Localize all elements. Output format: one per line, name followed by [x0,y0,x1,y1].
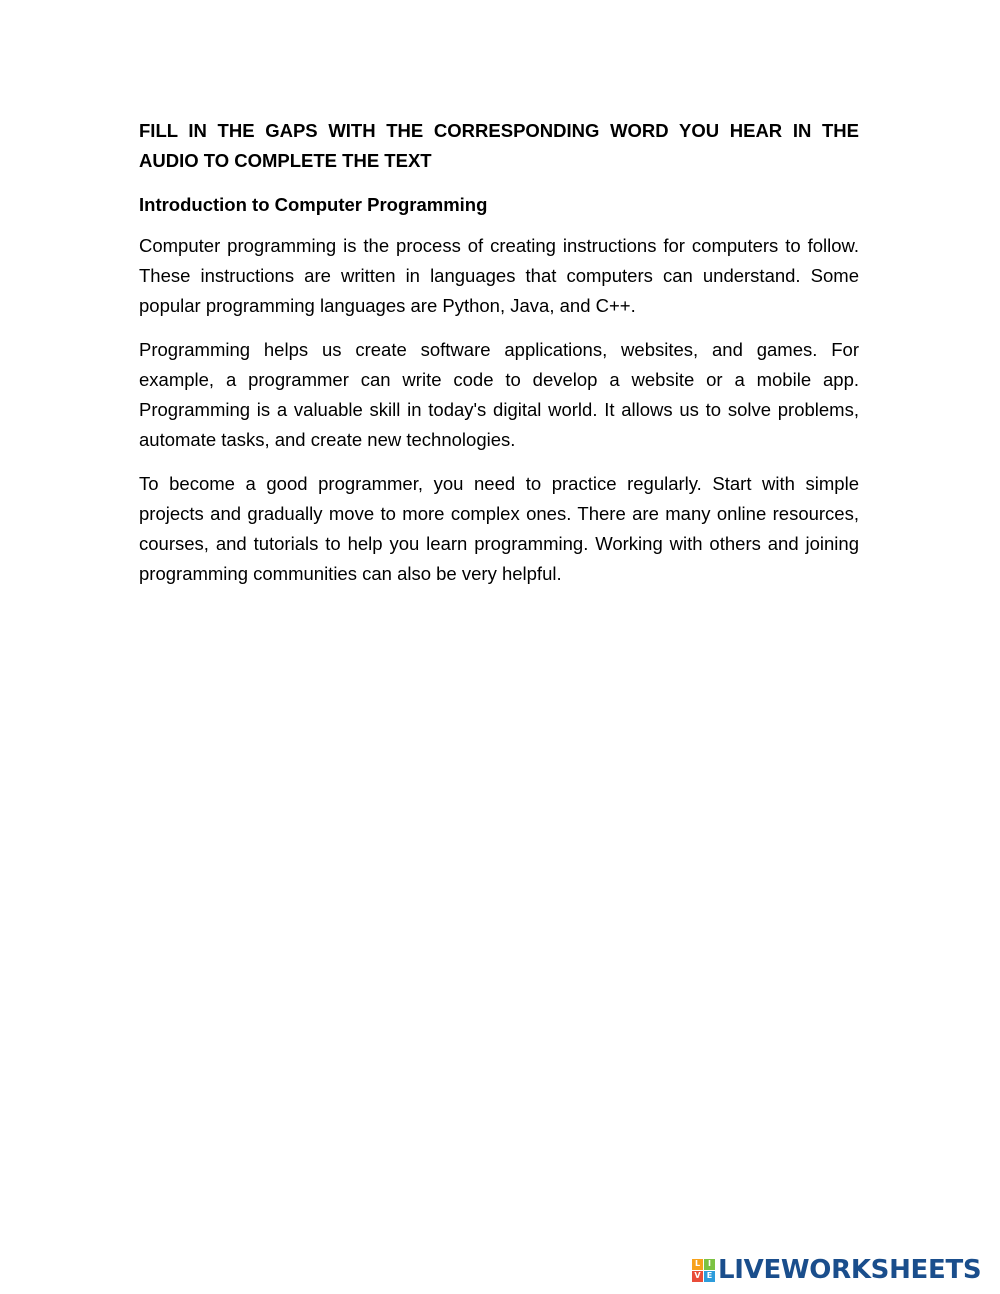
liveworksheets-logo [692,1255,981,1285]
logo-wordmark: LIVEWORKSHEETS [718,1255,982,1285]
logo-cell-l: L [692,1259,703,1270]
paragraph-3: To become a good programmer, you need to practice regularly. Start with simple projects and gradually move to more complex ones. There are many online resources, courses, and tutorials to help you learn programming. Working with others and joining programming communities can also be very helpful. [139,473,859,584]
logo-cell-i: I [704,1259,715,1270]
logo-mark-icon [692,1259,715,1282]
logo-cell-v: V [692,1271,703,1282]
worksheet-page [139,116,859,603]
instruction-heading: FILL IN THE GAPS WITH THE CORRESPONDING WORD YOU HEAR IN THE AUDIO TO COMPLETE THE TEXT [139,120,859,171]
logo-cell-e: E [704,1271,715,1282]
paragraph-2: Programming helps us create software applications, websites, and games. For example, a programmer can write code to develop a website or a mobile app. Programming is a valuable skill in today's digital world. It allows us to solve problems, automate tasks, and create new technologies. [139,339,859,450]
paragraph-1: Computer programming is the process of creating instructions for computers to follow. These instructions are written in languages that computers can understand. Some popular programming languages are Python, Java, and C++. [139,235,859,316]
page-title: Introduction to Computer Programming [139,194,488,215]
